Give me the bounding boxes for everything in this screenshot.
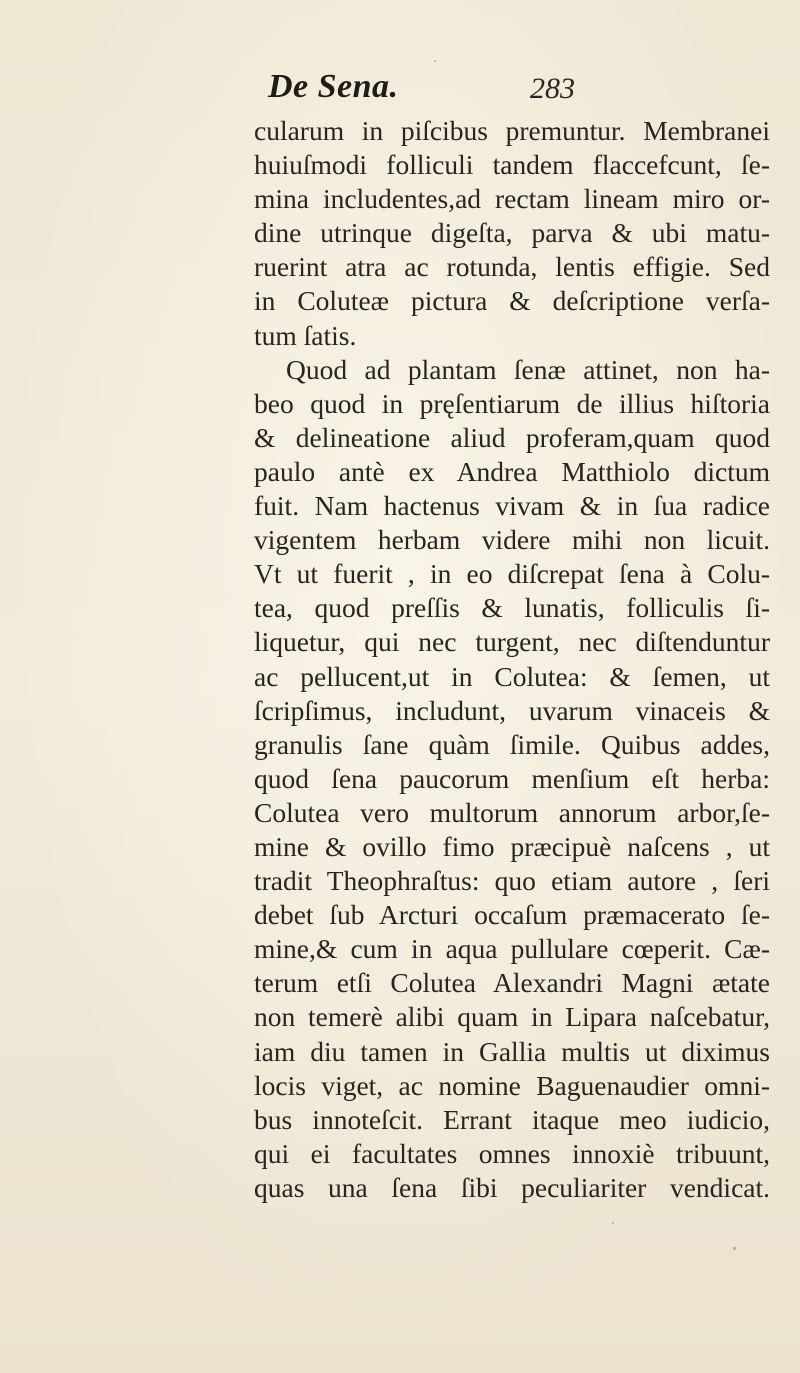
running-head: [0, 68, 800, 108]
text-line: paulo antè ex Andrea Matthiolo dictum: [254, 455, 770, 487]
paper-speck: [733, 1247, 736, 1250]
paper-speck: [612, 1222, 614, 1224]
text-line: ſcripſimus, includunt, uvarum vinaceis &: [254, 694, 770, 726]
text-line: mina includentes,ad rectam lineam miro or-: [254, 183, 770, 215]
text-line: Quod ad plantam ſenæ attinet, non ha-: [286, 353, 770, 385]
text-line: tea, quod preſſis & lunatis, folliculis ſi-: [254, 592, 770, 624]
text-line: fuit. Nam hactenus vivam & in ſua radice: [254, 490, 770, 522]
text-line: huiuſmodi folliculi tandem flaccefcunt, ſe-: [254, 149, 770, 181]
text-line: & delineatione aliud proferam,quam quod: [254, 421, 770, 453]
text-line: Vt ut fuerit , in eo diſcrepat ſena à Colu-: [254, 558, 770, 590]
text-line: iam diu tamen in Gallia multis ut diximus: [254, 1035, 770, 1067]
text-line: in Coluteæ pictura & deſcriptione verſa-: [254, 285, 770, 317]
running-title: De Sena.: [268, 68, 399, 105]
text-line: tradit Theophraſtus: quo etiam autore , ſeri: [254, 865, 770, 897]
text-line: dine utrinque digeſta, parva & ubi matu-: [254, 217, 770, 249]
body-text: [254, 114, 770, 1205]
text-line: quod ſena paucorum menſium eſt herba:: [254, 762, 770, 794]
text-line: terum etſi Colutea Alexandri Magni ætate: [254, 967, 770, 999]
text-line: mine & ovillo fimo præcipuè naſcens , ut: [254, 830, 770, 862]
text-line: quas una ſena ſibi peculiariter vendicat.: [254, 1171, 770, 1203]
text-line: granulis ſane quàm ſimile. Quibus addes,: [254, 728, 770, 760]
text-line: ac pellucent,ut in Colutea: & ſemen, ut: [254, 660, 770, 692]
page-number: 283: [530, 72, 575, 105]
text-line: qui ei facultates omnes innoxiè tribuunt,: [254, 1137, 770, 1169]
text-line: ruerint atra ac rotunda, lentis effigie. Sed: [254, 251, 770, 283]
text-line: tum ſatis.: [254, 319, 357, 351]
paper-speck: [434, 60, 436, 62]
text-line: debet ſub Arcturi occaſum præmacerato ſe-: [254, 899, 770, 931]
text-line: Colutea vero multorum annorum arbor,ſe-: [254, 796, 770, 828]
text-line: cularum in piſcibus premuntur. Membranei: [254, 115, 770, 146]
text-line: non temerè alibi quam in Lipara naſcebatur,: [254, 1001, 770, 1033]
text-line: bus innoteſcit. Errant itaque meo iudicio,: [254, 1103, 770, 1135]
text-line: beo quod in pręſentiarum de illius hiſtoria: [254, 387, 770, 419]
text-line: locis viget, ac nomine Baguenaudier omni-: [254, 1069, 770, 1101]
text-line: vigentem herbam videre mihi non licuit.: [254, 524, 770, 556]
text-line: mine,& cum in aqua pullulare cœperit. Cæ-: [254, 933, 770, 965]
text-line: liquetur, qui nec turgent, nec diſtenduntur: [254, 626, 770, 658]
